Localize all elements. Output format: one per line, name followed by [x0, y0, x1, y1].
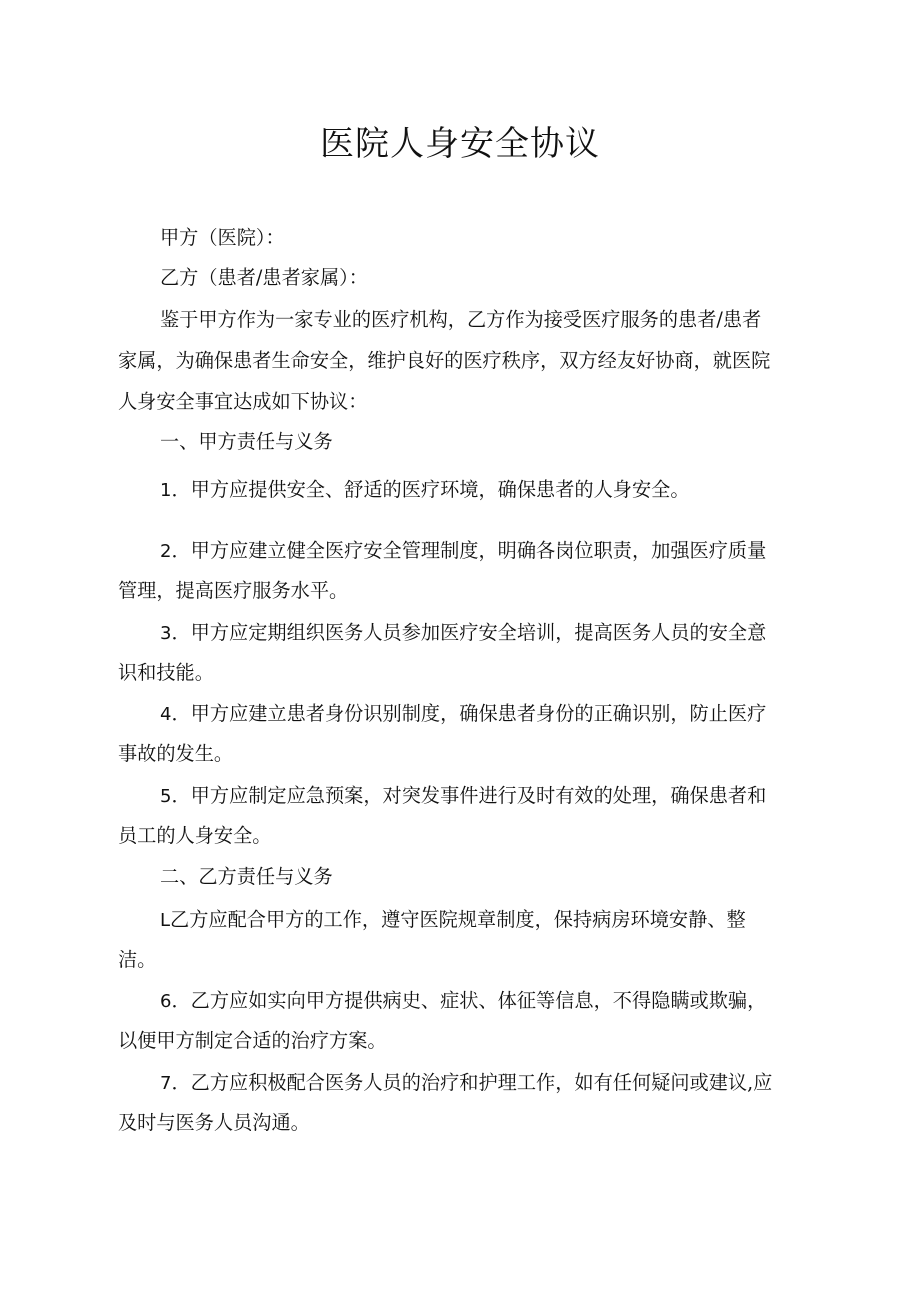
- preamble-line: 家属，为确保患者生命安全，维护良好的医疗秩序，双方经友好协商，就医院: [118, 349, 771, 372]
- clause-line: [160, 781, 808, 812]
- preamble-line: 鉴于甲方作为一家专业的医疗机构，乙方作为接受医疗服务的患者/患者: [160, 308, 762, 331]
- party-a-line: 甲方（医院）：: [160, 226, 285, 249]
- clause-text: ．甲方应建立患者身份识别制度，确保患者身份的正确识别，防止医疗: [171, 702, 767, 725]
- clause-number: 6: [160, 991, 172, 1012]
- clause-line: [160, 699, 808, 730]
- clause-number: 3: [160, 623, 172, 644]
- clause-continuation: 识和技能。: [118, 661, 214, 684]
- clause-number: L: [160, 910, 171, 931]
- clause-continuation: 事故的发生。: [118, 742, 234, 765]
- clause-text: ．乙方应如实向甲方提供病史、症状、体征等信息，不得隐瞒或欺骗，: [171, 989, 767, 1012]
- clause-line: [160, 1068, 808, 1099]
- clause-number: 5: [160, 786, 172, 807]
- clause-number: 4: [160, 704, 172, 725]
- clause-text: ．甲方应制定应急预案，对突发事件进行及时有效的处理，确保患者和: [171, 784, 767, 807]
- clause-number: 1: [160, 480, 172, 501]
- clause-continuation: 员工的人身安全。: [118, 824, 272, 847]
- document-title: 医院人身安全协议: [320, 124, 600, 164]
- clause-continuation: 管理，提高医疗服务水平。: [118, 579, 349, 602]
- clause-line: [160, 536, 808, 567]
- clause-continuation: 及时与医务人员沟通。: [118, 1111, 310, 1134]
- clause-text: ．甲方应提供安全、舒适的医疗环境，确保患者的人身安全。: [171, 478, 690, 501]
- clause-text: 乙方应配合甲方的工作，遵守医院规章制度，保持病房环境安静、整: [170, 908, 746, 931]
- party-b-line: 乙方（患者/患者家属）：: [160, 266, 368, 289]
- section-heading-party-b: 二、乙方责任与义务: [160, 865, 333, 888]
- clause-continuation: 洁。: [118, 948, 157, 971]
- clause-line: [160, 618, 808, 649]
- section-heading-party-a: 一、甲方责任与义务: [160, 430, 333, 453]
- preamble-line: 人身安全事宜达成如下协议：: [118, 390, 368, 413]
- clause-text: ．乙方应积极配合医务人员的治疗和护理工作，如有任何疑问或建议,应: [171, 1071, 773, 1094]
- clause-line: [160, 475, 808, 506]
- clause-continuation: 以便甲方制定合适的治疗方案。: [118, 1029, 387, 1052]
- clause-line: [160, 905, 808, 936]
- clause-number: 7: [160, 1073, 172, 1094]
- clause-text: ．甲方应定期组织医务人员参加医疗安全培训，提高医务人员的安全意: [171, 621, 767, 644]
- clause-text: ．甲方应建立健全医疗安全管理制度，明确各岗位职责，加强医疗质量: [171, 539, 767, 562]
- clause-line: [160, 986, 808, 1017]
- clause-number: 2: [160, 541, 172, 562]
